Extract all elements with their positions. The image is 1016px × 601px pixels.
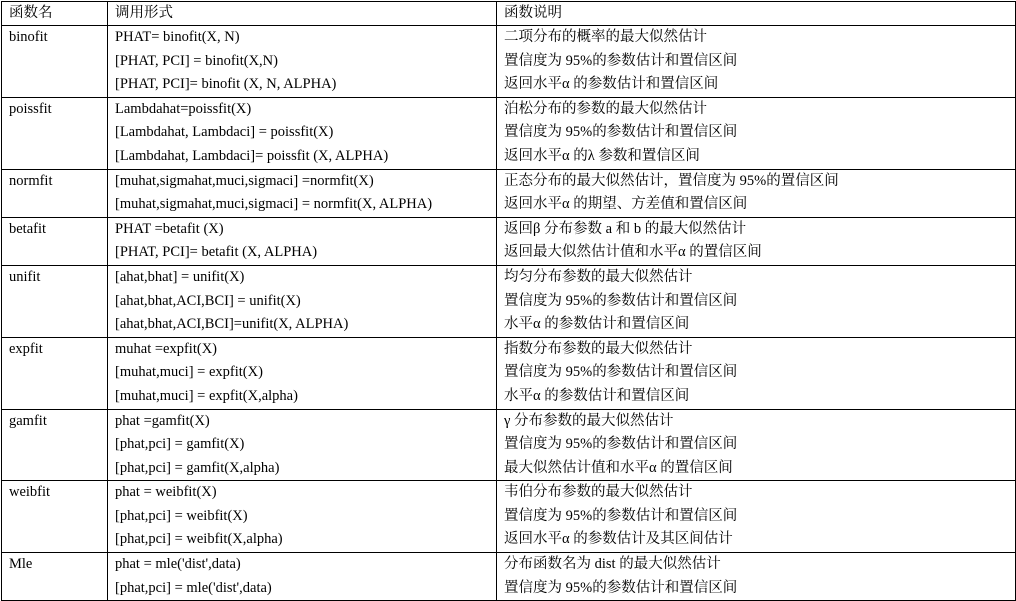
description-line: 泊松分布的参数的最大似然估计 <box>504 100 707 117</box>
function-name: poissfit <box>9 100 52 117</box>
call-form-cell <box>108 265 497 337</box>
description-line: 返回水平α 的参数估计及其区间估计 <box>504 531 733 548</box>
call-form-cell <box>108 26 497 98</box>
call-form-line: [muhat,sigmahat,muci,sigmaci] =normfit(X) <box>115 172 374 189</box>
header-function-description: 函数说明 <box>497 2 1016 26</box>
function-name-cell <box>2 337 108 409</box>
description-line: 返回β 分布参数 a 和 b 的最大似然估计 <box>504 220 747 237</box>
description-line: 水平α 的参数估计和置信区间 <box>504 316 690 333</box>
description-cell <box>497 481 1016 553</box>
description-line: 指数分布参数的最大似然估计 <box>504 340 693 357</box>
description-cell <box>497 553 1016 601</box>
table-header-row <box>2 2 1016 26</box>
function-name: Mle <box>9 556 33 573</box>
function-name: weibfit <box>9 484 51 501</box>
description-cell <box>497 26 1016 98</box>
description-line: 置信度为 95%的参数估计和置信区间 <box>504 364 738 381</box>
function-name-cell <box>2 481 108 553</box>
description-line: γ 分布参数的最大似然估计 <box>504 412 674 429</box>
call-form-line: [phat,pci] = weibfit(X) <box>115 507 248 524</box>
table-row <box>2 481 1016 553</box>
description-line: 返回水平α 的期望、方差值和置信区间 <box>504 196 748 213</box>
table-row <box>2 409 1016 481</box>
call-form-line: [Lambdahat, Lambdaci]= poissfit (X, ALPHA) <box>115 147 389 164</box>
call-form-line: phat =gamfit(X) <box>115 412 210 429</box>
description-line: 最大似然估计值和水平α 的置信区间 <box>504 459 733 476</box>
call-form-line: [Lambdahat, Lambdaci] = poissfit(X) <box>115 124 334 141</box>
table-row <box>2 337 1016 409</box>
call-form-cell <box>108 217 497 265</box>
call-form-cell <box>108 97 497 169</box>
function-name-cell <box>2 217 108 265</box>
call-form-line: [phat,pci] = gamfit(X,alpha) <box>115 459 280 476</box>
function-name: betafit <box>9 220 47 237</box>
table-row <box>2 553 1016 601</box>
table-row <box>2 217 1016 265</box>
description-cell <box>497 169 1016 217</box>
header-call-form: 调用形式 <box>108 2 497 26</box>
description-line: 置信度为 95%的参数估计和置信区间 <box>504 507 738 524</box>
table-row <box>2 169 1016 217</box>
description-line: 分布函数名为 dist 的最大似然估计 <box>504 556 721 573</box>
description-cell <box>497 337 1016 409</box>
call-form-line: phat = mle('dist',data) <box>115 556 241 573</box>
description-line: 返回水平α 的参数估计和置信区间 <box>504 76 719 93</box>
table-row <box>2 97 1016 169</box>
function-name: expfit <box>9 340 43 357</box>
description-cell <box>497 97 1016 169</box>
function-name: binofit <box>9 29 48 45</box>
header-function-name: 函数名 <box>2 2 108 26</box>
call-form-line: Lambdahat=poissfit(X) <box>115 100 252 117</box>
description-line: 置信度为 95%的参数估计和置信区间 <box>504 436 738 453</box>
description-cell <box>497 265 1016 337</box>
description-line: 韦伯分布参数的最大似然估计 <box>504 484 693 501</box>
call-form-line: [phat,pci] = weibfit(X,alpha) <box>115 531 283 548</box>
table-body <box>2 26 1016 601</box>
function-name-cell <box>2 409 108 481</box>
call-form-line: [PHAT, PCI]= binofit (X, N, ALPHA) <box>115 76 337 93</box>
table-row <box>2 26 1016 98</box>
call-form-line: [ahat,bhat] = unifit(X) <box>115 268 245 285</box>
table-row <box>2 265 1016 337</box>
call-form-line: [ahat,bhat,ACI,BCI] = unifit(X) <box>115 292 301 309</box>
description-line: 置信度为 95%的参数估计和置信区间 <box>504 124 738 141</box>
description-line: 返回最大似然估计值和水平α 的置信区间 <box>504 244 762 261</box>
call-form-cell <box>108 481 497 553</box>
description-line: 置信度为 95%的参数估计和置信区间 <box>504 52 738 69</box>
function-name: gamfit <box>9 412 47 429</box>
call-form-line: [muhat,muci] = expfit(X) <box>115 364 263 381</box>
call-form-line: [PHAT, PCI] = binofit(X,N) <box>115 52 278 69</box>
call-form-line: [muhat,muci] = expfit(X,alpha) <box>115 387 298 404</box>
function-name-cell <box>2 97 108 169</box>
description-line: 置信度为 95%的参数估计和置信区间 <box>504 579 738 596</box>
description-line: 置信度为 95%的参数估计和置信区间 <box>504 292 738 309</box>
description-cell <box>497 409 1016 481</box>
call-form-cell <box>108 169 497 217</box>
function-name: unifit <box>9 268 41 285</box>
call-form-line: [phat,pci] = gamfit(X) <box>115 436 245 453</box>
call-form-cell <box>108 337 497 409</box>
call-form-cell <box>108 553 497 601</box>
call-form-line: muhat =expfit(X) <box>115 340 217 357</box>
description-line: 水平α 的参数估计和置信区间 <box>504 387 690 404</box>
function-name-cell <box>2 265 108 337</box>
description-line: 返回水平α 的λ 参数和置信区间 <box>504 147 700 164</box>
call-form-line: phat = weibfit(X) <box>115 484 217 501</box>
function-name-cell <box>2 169 108 217</box>
description-line: 二项分布的概率的最大似然估计 <box>504 29 707 45</box>
call-form-cell <box>108 409 497 481</box>
description-cell <box>497 217 1016 265</box>
function-name: normfit <box>9 172 53 189</box>
description-line: 均匀分布参数的最大似然估计 <box>504 268 693 285</box>
call-form-line: PHAT= binofit(X, N) <box>115 29 240 45</box>
call-form-line: PHAT =betafit (X) <box>115 220 224 237</box>
description-line: 正态分布的最大似然估计，置信度为 95%的置信区间 <box>504 172 839 189</box>
call-form-line: [ahat,bhat,ACI,BCI]=unifit(X, ALPHA) <box>115 316 349 333</box>
call-form-line: [muhat,sigmahat,muci,sigmaci] = normfit(X, ALPHA) <box>115 196 433 213</box>
function-name-cell <box>2 553 108 601</box>
call-form-line: [phat,pci] = mle('dist',data) <box>115 579 272 596</box>
call-form-line: [PHAT, PCI]= betafit (X, ALPHA) <box>115 244 318 261</box>
function-name-cell <box>2 26 108 98</box>
function-table <box>1 1 1016 601</box>
